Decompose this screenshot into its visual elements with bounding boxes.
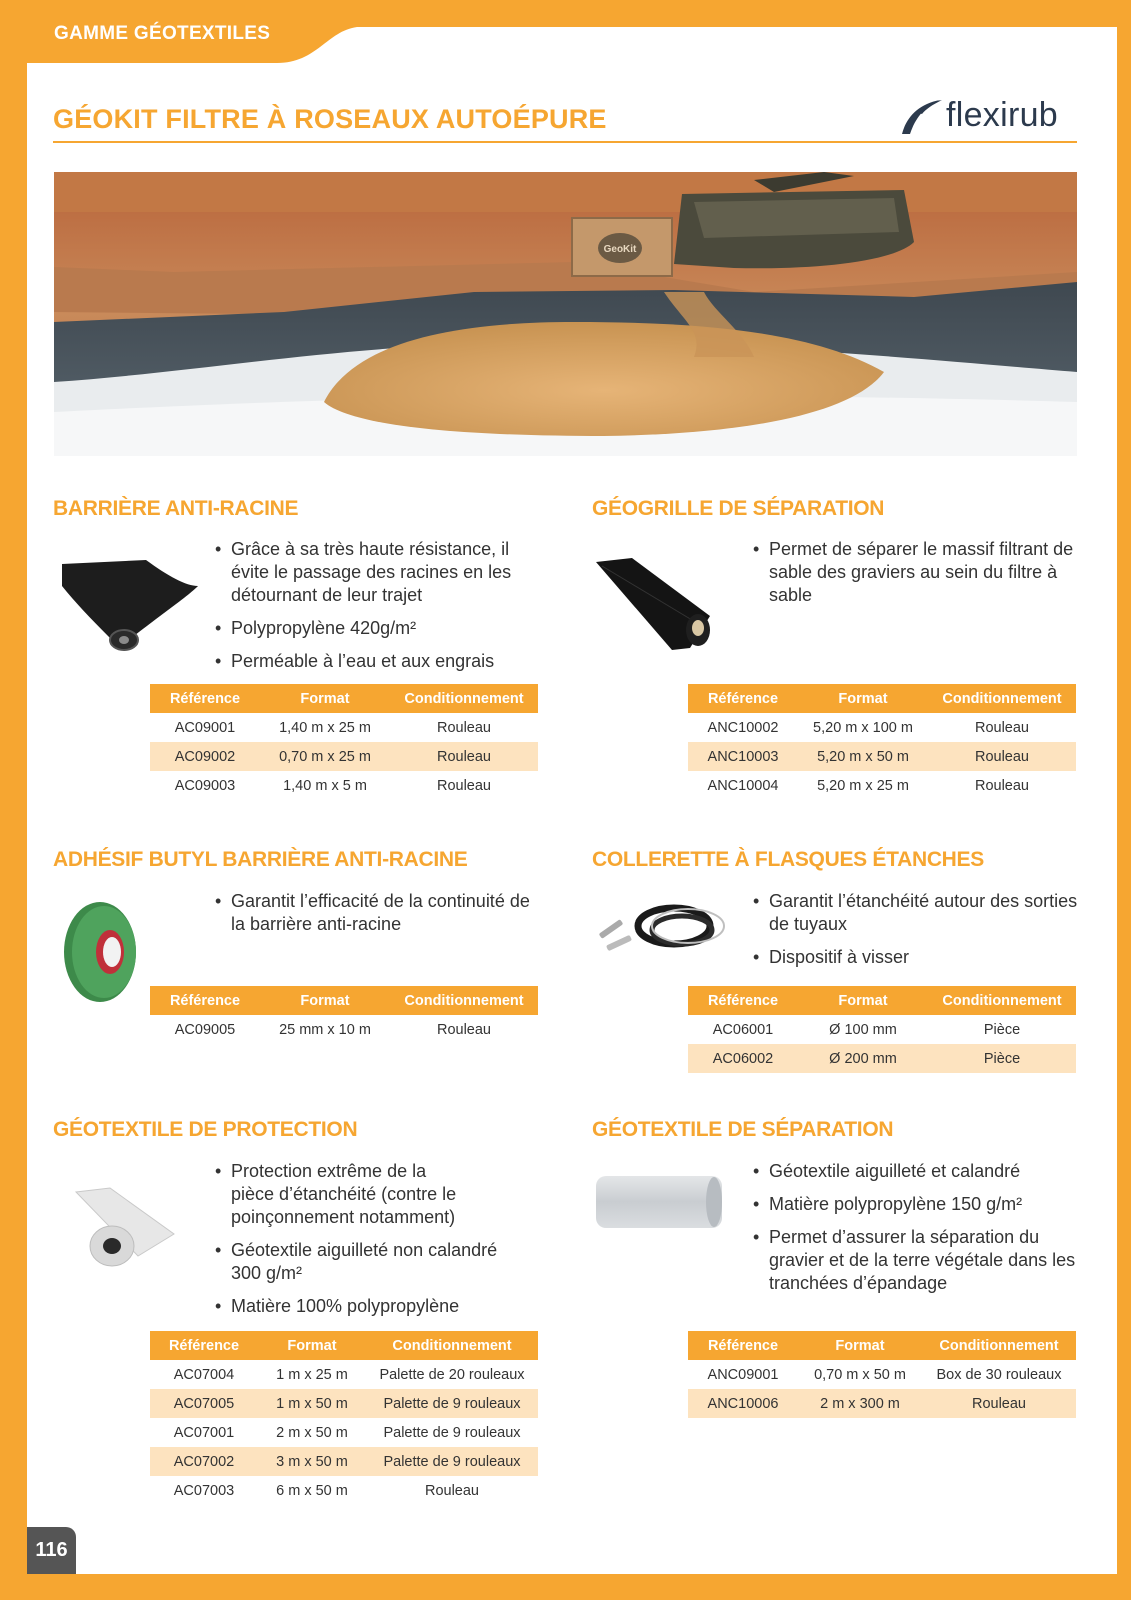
cell-ref: AC09005 xyxy=(174,1021,236,1038)
section-title-geogrille-separation: GÉOGRILLE DE SÉPARATION xyxy=(592,497,885,520)
cell-ref: AC06001 xyxy=(712,1021,774,1038)
header-ref: Référence xyxy=(150,986,260,1015)
cell-ref: AC06002 xyxy=(688,1044,798,1073)
header-cond: Conditionnement xyxy=(390,986,538,1015)
table-row xyxy=(688,1015,1076,1044)
green-tape-roll-icon xyxy=(58,898,144,1006)
page-number: 116 xyxy=(27,1527,76,1574)
cell-cond: Pièce xyxy=(983,1021,1021,1038)
header-ref: Référence xyxy=(150,684,260,713)
table-row xyxy=(688,1044,1076,1073)
cell-cond: Rouleau xyxy=(974,719,1029,736)
header-ref: Référence xyxy=(688,1331,798,1360)
header-ref: Référence xyxy=(688,684,798,713)
frame-left xyxy=(0,0,27,1600)
header-cond: Conditionnement xyxy=(366,1331,538,1360)
table-header-row xyxy=(150,1331,538,1360)
table-row xyxy=(150,1447,538,1476)
bullets-adhesif-butyl xyxy=(215,890,545,946)
bullet-item: • Géotextile aiguilleté non calandré 300 g/m² xyxy=(215,1239,531,1285)
cell-format: 6 m x 50 m xyxy=(276,1482,348,1499)
cell-cond: Rouleau xyxy=(436,777,491,794)
table-row xyxy=(688,1360,1076,1389)
title-rule xyxy=(53,141,1077,143)
black-membrane-roll-icon xyxy=(58,556,200,652)
cell-format: 2 m x 50 m xyxy=(276,1424,348,1441)
cell-cond: Rouleau xyxy=(424,1482,479,1499)
table-header-row xyxy=(688,1331,1076,1360)
table-geotextile-separation xyxy=(688,1331,1076,1418)
cell-cond: Rouleau xyxy=(922,1389,1076,1418)
table-adhesif-butyl xyxy=(150,986,538,1044)
cell-format: 5,20 m x 25 m xyxy=(817,777,909,794)
header-format: Format xyxy=(798,1331,922,1360)
cell-ref: AC07005 xyxy=(150,1389,258,1418)
table-row xyxy=(150,1360,538,1389)
header-tab xyxy=(27,23,357,65)
flexirub-swoosh-logo-icon xyxy=(898,98,946,138)
frame-bottom xyxy=(0,1574,1131,1600)
cell-cond: Rouleau xyxy=(928,742,1076,771)
bullet-item: • Permet d’assurer la séparation du gravier et de la terre végétale dans les tranchées d’épandage xyxy=(753,1226,1083,1295)
bullet-item: • Perméable à l’eau et aux engrais xyxy=(215,650,535,673)
table-row xyxy=(688,1389,1076,1418)
cell-cond: Rouleau xyxy=(974,777,1029,794)
table-row xyxy=(688,713,1076,742)
cell-ref: ANC10003 xyxy=(688,742,798,771)
frame-right xyxy=(1117,0,1131,1600)
cell-cond: Rouleau xyxy=(390,742,538,771)
cell-ref: AC07001 xyxy=(173,1424,235,1441)
logo-text: flexirub xyxy=(946,96,1059,134)
cell-ref: ANC10004 xyxy=(707,777,779,794)
bullet-item: • Protection extrême de la pièce d’étanchéité (contre le poinçonnement notamment) xyxy=(215,1160,471,1229)
section-title-barriere-anti-racine: BARRIÈRE ANTI-RACINE xyxy=(53,497,299,520)
cell-format: 1,40 m x 25 m xyxy=(279,719,371,736)
cell-cond: Palette de 9 rouleaux xyxy=(366,1389,538,1418)
header-ref: Référence xyxy=(150,1331,258,1360)
cell-cond: Palette de 9 rouleaux xyxy=(366,1447,538,1476)
section-title-geotextile-protection: GÉOTEXTILE DE PROTECTION xyxy=(53,1118,358,1141)
cell-ref: AC09001 xyxy=(174,719,236,736)
header-format: Format xyxy=(798,684,928,713)
cell-cond: Box de 30 rouleaux xyxy=(936,1366,1062,1383)
cell-format: 0,70 m x 25 m xyxy=(260,742,390,771)
header-tab-label: GAMME GÉOTEXTILES xyxy=(54,23,271,44)
table-geogrille-separation xyxy=(688,684,1076,800)
cell-ref: ANC10002 xyxy=(707,719,779,736)
black-grid-roll-icon xyxy=(592,556,716,652)
cell-ref: AC07003 xyxy=(173,1482,235,1499)
table-header-row xyxy=(150,986,538,1015)
section-title-collerette: COLLERETTE À FLASQUES ÉTANCHES xyxy=(592,848,984,871)
table-row xyxy=(688,742,1076,771)
cell-format: 25 mm x 10 m xyxy=(279,1021,371,1038)
table-row xyxy=(150,771,538,800)
flexirub-logo xyxy=(898,96,1080,136)
header-cond: Conditionnement xyxy=(928,684,1076,713)
cell-ref: AC09003 xyxy=(174,777,236,794)
section-title-adhesif-butyl: ADHÉSIF BUTYL BARRIÈRE ANTI-RACINE xyxy=(53,848,468,871)
header-cond: Conditionnement xyxy=(922,1331,1076,1360)
bullet-item: • Polypropylène 420g/m² xyxy=(215,617,535,640)
cell-cond: Rouleau xyxy=(436,719,491,736)
bullets-barriere-anti-racine xyxy=(215,538,535,683)
cell-cond: Palette de 9 rouleaux xyxy=(383,1424,521,1441)
bullet-item: • Garantit l’efficacité de la continuité de la barrière anti-racine xyxy=(215,890,545,936)
cell-format: 1,40 m x 5 m xyxy=(283,777,367,794)
header-format: Format xyxy=(258,1331,366,1360)
cell-format: 5,20 m x 100 m xyxy=(813,719,913,736)
bullet-item: • Géotextile aiguilleté et calandré xyxy=(753,1160,1083,1183)
table-row xyxy=(150,742,538,771)
table-barriere-anti-racine xyxy=(150,684,538,800)
table-header-row xyxy=(150,684,538,713)
white-geotextile-roll-icon xyxy=(70,1186,180,1272)
header-cond: Conditionnement xyxy=(390,684,538,713)
cell-cond: Pièce xyxy=(928,1044,1076,1073)
cell-format: 3 m x 50 m xyxy=(258,1447,366,1476)
header-format: Format xyxy=(798,986,928,1015)
table-row xyxy=(150,1476,538,1505)
cell-ref: AC09002 xyxy=(150,742,260,771)
header-format: Format xyxy=(260,684,390,713)
bullets-geotextile-protection xyxy=(215,1160,545,1328)
cell-ref: ANC09001 xyxy=(707,1366,779,1383)
cell-format: 1 m x 25 m xyxy=(276,1366,348,1383)
table-row xyxy=(150,1015,538,1044)
bullet-item: • Dispositif à visser xyxy=(753,946,1083,969)
bullet-item: • Matière polypropylène 150 g/m² xyxy=(753,1193,1083,1216)
cell-format: 1 m x 50 m xyxy=(258,1389,366,1418)
table-geotextile-protection xyxy=(150,1331,538,1505)
table-header-row xyxy=(688,684,1076,713)
cell-format: Ø 200 mm xyxy=(798,1044,928,1073)
section-title-geotextile-separation: GÉOTEXTILE DE SÉPARATION xyxy=(592,1118,894,1141)
cell-cond: Rouleau xyxy=(436,1021,491,1038)
hero-box-label: GeoKit xyxy=(603,244,637,255)
flange-collar-kit-icon xyxy=(592,896,732,962)
cell-ref: AC07004 xyxy=(173,1366,235,1383)
bullets-geotextile-separation xyxy=(753,1160,1083,1305)
cell-ref: AC07002 xyxy=(150,1447,258,1476)
table-row xyxy=(688,771,1076,800)
header-ref: Référence xyxy=(688,986,798,1015)
bullets-collerette xyxy=(753,890,1083,979)
table-row xyxy=(150,1418,538,1447)
cell-format: 2 m x 300 m xyxy=(798,1389,922,1418)
bullet-item: • Grâce à sa très haute résistance, il évite le passage des racines en les détournant de leur trajet xyxy=(215,538,535,607)
table-collerette xyxy=(688,986,1076,1073)
hero-photo xyxy=(54,172,1077,456)
bullet-item: • Garantit l’étanchéité autour des sorties de tuyaux xyxy=(753,890,1083,936)
table-row xyxy=(150,713,538,742)
cell-ref: ANC10006 xyxy=(688,1389,798,1418)
bullet-item: • Permet de séparer le massif filtrant de sable des graviers au sein du filtre à sable xyxy=(753,538,1083,607)
table-header-row xyxy=(688,986,1076,1015)
bullets-geogrille-separation xyxy=(753,538,1083,617)
cell-format: Ø 100 mm xyxy=(829,1021,897,1038)
header-format: Format xyxy=(260,986,390,1015)
bullet-item: • Matière 100% polypropylène xyxy=(215,1295,545,1318)
cell-format: 5,20 m x 50 m xyxy=(798,742,928,771)
page-title: GÉOKIT FILTRE À ROSEAUX AUTOÉPURE xyxy=(53,104,607,134)
cell-cond: Palette de 20 rouleaux xyxy=(379,1366,525,1383)
wrapped-geotextile-roll-icon xyxy=(592,1170,726,1234)
header-cond: Conditionnement xyxy=(928,986,1076,1015)
cell-format: 0,70 m x 50 m xyxy=(814,1366,906,1383)
table-row xyxy=(150,1389,538,1418)
